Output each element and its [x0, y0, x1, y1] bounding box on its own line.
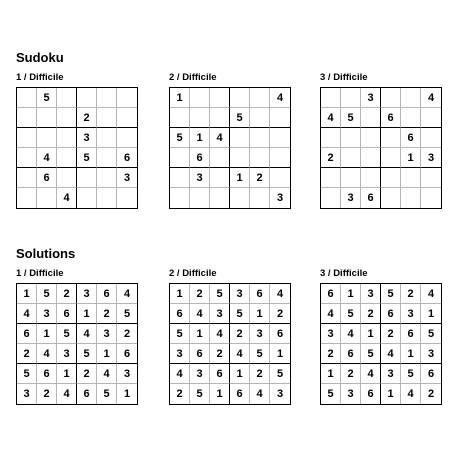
sudoku-cell[interactable]: 3 [361, 88, 381, 108]
sudoku-cell[interactable] [117, 188, 137, 208]
sudoku-cell[interactable] [321, 188, 341, 208]
sudoku-cell[interactable] [250, 108, 270, 128]
sudoku-cell: 6 [117, 344, 137, 364]
puzzle-1-grid [16, 87, 138, 209]
sudoku-cell[interactable] [401, 108, 421, 128]
sudoku-cell: 1 [270, 344, 290, 364]
sudoku-cell: 2 [77, 364, 97, 384]
sudoku-cell[interactable] [57, 148, 77, 168]
sudoku-cell[interactable] [321, 88, 341, 108]
sudoku-cell: 3 [117, 364, 137, 384]
sudoku-cell[interactable]: 3 [341, 188, 361, 208]
sudoku-cell[interactable] [190, 88, 210, 108]
sudoku-cell[interactable] [230, 128, 250, 148]
sudoku-cell: 3 [17, 384, 37, 404]
sudoku-cell: 4 [230, 344, 250, 364]
sudoku-cell: 6 [190, 344, 210, 364]
sudoku-cell: 5 [421, 324, 441, 344]
puzzle-2-grid [169, 87, 291, 209]
sudoku-cell: 3 [77, 284, 97, 304]
sudoku-cell[interactable] [421, 168, 441, 188]
sudoku-cell[interactable]: 6 [117, 148, 137, 168]
sudoku-cell[interactable] [17, 108, 37, 128]
sudoku-cell: 2 [270, 304, 290, 324]
sudoku-cell: 2 [427, 388, 435, 400]
sudoku-cell[interactable] [97, 148, 117, 168]
solution-1-grid [16, 283, 138, 405]
sudoku-cell: 1 [123, 388, 131, 400]
sudoku-cell: 6 [361, 384, 381, 404]
sudoku-cell: 5 [17, 364, 37, 384]
sudoku-cell: 1 [230, 364, 250, 384]
sudoku-cell: 4 [190, 304, 210, 324]
sudoku-cell: 3 [250, 324, 270, 344]
sudoku-cell: 6 [421, 364, 441, 384]
sudoku-cell[interactable]: 6 [381, 108, 401, 128]
sudoku-cell: 2 [341, 364, 361, 384]
sudoku-cell[interactable] [77, 88, 97, 108]
sudoku-cell: 1 [321, 364, 341, 384]
sudoku-cell: 2 [361, 304, 381, 324]
sudoku-cell: 6 [381, 304, 401, 324]
sudoku-cell: 2 [230, 324, 250, 344]
sudoku-cell: 5 [77, 344, 97, 364]
sudoku-cell: 1 [250, 304, 270, 324]
sudoku-cell[interactable] [97, 168, 117, 188]
sudoku-cell[interactable]: 2 [250, 168, 270, 188]
sudoku-cell[interactable]: 3 [117, 168, 137, 188]
sudoku-cell: 3 [170, 344, 190, 364]
sudoku-cell[interactable] [381, 168, 401, 188]
sudoku-cell: 5 [57, 324, 77, 344]
sudoku-cell: 4 [117, 284, 137, 304]
sudoku-heading: Sudoku [16, 50, 64, 65]
puzzle-1-label: 1 / Difficile [16, 72, 64, 83]
sudoku-cell[interactable]: 2 [77, 108, 97, 128]
sudoku-cell: 5 [190, 384, 210, 404]
sudoku-cell: 2 [170, 384, 190, 404]
sudoku-cell: 4 [77, 324, 97, 344]
sudoku-cell: 3 [190, 364, 210, 384]
sudoku-cell[interactable] [341, 168, 361, 188]
sudoku-cell[interactable]: 3 [190, 168, 210, 188]
sudoku-cell[interactable] [97, 188, 117, 208]
sudoku-cell: 4 [321, 304, 341, 324]
sudoku-cell[interactable] [361, 148, 381, 168]
sudoku-cell: 2 [97, 304, 117, 324]
sudoku-cell: 6 [170, 304, 190, 324]
sudoku-cell: 5 [230, 304, 250, 324]
sudoku-cell[interactable]: 1 [170, 88, 190, 108]
sudoku-cell: 2 [210, 344, 230, 364]
sudoku-cell[interactable]: 4 [210, 128, 230, 148]
sudoku-cell[interactable] [381, 188, 401, 208]
solutions-heading: Solutions [16, 246, 76, 261]
sudoku-cell: 5 [381, 284, 401, 304]
sudoku-cell[interactable]: 2 [321, 148, 341, 168]
sudoku-cell[interactable] [401, 168, 421, 188]
sudoku-cell[interactable] [117, 108, 137, 128]
sudoku-cell[interactable] [250, 188, 270, 208]
sudoku-cell[interactable] [250, 88, 270, 108]
sudoku-cell[interactable] [57, 88, 77, 108]
sudoku-cell: 1 [401, 344, 421, 364]
sudoku-cell: 5 [210, 284, 230, 304]
sudoku-cell: 1 [97, 344, 117, 364]
sudoku-cell: 3 [321, 324, 341, 344]
puzzle-3-label: 3 / Difficile [320, 72, 368, 83]
sudoku-cell[interactable] [321, 168, 341, 188]
sudoku-cell[interactable] [250, 128, 270, 148]
sudoku-cell: 5 [361, 344, 381, 364]
sudoku-cell[interactable]: 5 [77, 148, 97, 168]
sudoku-cell: 1 [421, 304, 441, 324]
sudoku-cell[interactable] [341, 148, 361, 168]
sudoku-cell[interactable]: 6 [37, 168, 57, 188]
sudoku-cell[interactable] [17, 88, 37, 108]
sudoku-cell[interactable] [421, 188, 441, 208]
sudoku-cell[interactable] [321, 128, 341, 148]
sudoku-cell: 3 [97, 324, 117, 344]
sudoku-cell: 5 [97, 384, 117, 404]
sudoku-cell: 6 [270, 324, 290, 344]
sudoku-cell[interactable] [117, 88, 137, 108]
sudoku-cell: 1 [170, 284, 190, 304]
solution-2-grid [169, 283, 291, 405]
sudoku-cell[interactable]: 3 [421, 148, 441, 168]
sudoku-cell[interactable] [361, 128, 381, 148]
sudoku-cell: 6 [321, 284, 341, 304]
sudoku-cell[interactable]: 4 [321, 108, 341, 128]
sudoku-cell: 2 [250, 364, 270, 384]
sudoku-cell[interactable] [270, 128, 290, 148]
sudoku-cell: 1 [341, 284, 361, 304]
sudoku-cell[interactable] [421, 108, 441, 128]
sudoku-cell[interactable] [381, 148, 401, 168]
sudoku-cell[interactable] [77, 188, 97, 208]
sudoku-cell: 6 [401, 324, 421, 344]
sudoku-cell[interactable] [77, 168, 97, 188]
sudoku-cell[interactable]: 4 [57, 188, 77, 208]
sudoku-cell[interactable] [401, 188, 421, 208]
sudoku-cell: 3 [57, 344, 77, 364]
sudoku-cell[interactable]: 5 [341, 108, 361, 128]
sudoku-cell: 6 [77, 384, 97, 404]
sudoku-cell: 1 [37, 324, 57, 344]
sudoku-cell[interactable] [170, 148, 190, 168]
sudoku-cell[interactable] [17, 188, 37, 208]
sudoku-cell[interactable] [341, 128, 361, 148]
sudoku-cell[interactable]: 5 [37, 88, 57, 108]
sudoku-cell[interactable] [270, 148, 290, 168]
sudoku-cell: 2 [17, 344, 37, 364]
sudoku-cell[interactable] [17, 148, 37, 168]
sudoku-cell[interactable] [37, 128, 57, 148]
sudoku-cell: 6 [17, 324, 37, 344]
sudoku-cell[interactable] [170, 108, 190, 128]
sudoku-cell: 3 [341, 384, 361, 404]
sudoku-cell[interactable] [341, 88, 361, 108]
sudoku-cell: 5 [250, 344, 270, 364]
sudoku-cell[interactable]: 1 [190, 128, 210, 148]
sudoku-cell: 5 [170, 324, 190, 344]
sudoku-cell[interactable]: 4 [270, 88, 290, 108]
sudoku-cell[interactable]: 6 [190, 148, 210, 168]
sudoku-cell: 2 [401, 284, 421, 304]
sudoku-cell: 6 [230, 384, 250, 404]
sudoku-cell[interactable] [210, 108, 230, 128]
sudoku-cell: 4 [250, 384, 270, 404]
sudoku-cell: 3 [230, 284, 250, 304]
sudoku-cell[interactable] [17, 168, 37, 188]
sudoku-cell[interactable] [170, 168, 190, 188]
sudoku-cell: 1 [190, 324, 210, 344]
sudoku-cell[interactable] [97, 108, 117, 128]
sudoku-cell[interactable] [401, 88, 421, 108]
sudoku-cell: 5 [321, 384, 341, 404]
sudoku-cell[interactable]: 1 [401, 148, 421, 168]
puzzle-2-label: 2 / Difficile [169, 72, 217, 83]
sudoku-cell[interactable]: 4 [421, 88, 441, 108]
sudoku-cell: 1 [381, 384, 401, 404]
sudoku-cell[interactable] [361, 168, 381, 188]
sudoku-cell[interactable] [190, 108, 210, 128]
sudoku-cell: 3 [381, 364, 401, 384]
sudoku-cell: 3 [361, 284, 381, 304]
sudoku-cell: 6 [210, 364, 230, 384]
sudoku-cell[interactable] [210, 188, 230, 208]
sudoku-cell: 4 [170, 364, 190, 384]
sudoku-cell: 5 [37, 284, 57, 304]
sudoku-cell[interactable] [190, 188, 210, 208]
sudoku-cell[interactable] [57, 168, 77, 188]
sudoku-cell[interactable]: 1 [230, 168, 250, 188]
sudoku-cell[interactable]: 5 [230, 108, 250, 128]
sudoku-cell[interactable] [37, 108, 57, 128]
sudoku-cell[interactable]: 6 [361, 188, 381, 208]
sudoku-cell: 4 [97, 364, 117, 384]
sudoku-cell: 4 [37, 344, 57, 364]
sudoku-cell: 5 [401, 364, 421, 384]
sudoku-cell[interactable] [381, 128, 401, 148]
sudoku-cell[interactable] [250, 148, 270, 168]
sudoku-cell[interactable] [270, 108, 290, 128]
sudoku-cell[interactable] [421, 128, 441, 148]
puzzle-3-grid [320, 87, 442, 209]
sudoku-cell: 3 [276, 388, 284, 400]
sudoku-cell[interactable] [17, 128, 37, 148]
sudoku-cell: 2 [57, 284, 77, 304]
sudoku-cell: 4 [381, 344, 401, 364]
sudoku-cell: 5 [341, 304, 361, 324]
sudoku-cell: 4 [210, 324, 230, 344]
sudoku-cell: 1 [77, 304, 97, 324]
sudoku-cell: 1 [210, 384, 230, 404]
sudoku-cell[interactable]: 6 [401, 128, 421, 148]
sudoku-cell[interactable] [117, 128, 137, 148]
sudoku-cell: 6 [57, 304, 77, 324]
sudoku-cell: 4 [421, 284, 441, 304]
sudoku-cell: 2 [117, 324, 137, 344]
sudoku-cell: 6 [37, 364, 57, 384]
sudoku-cell: 4 [401, 384, 421, 404]
sudoku-cell: 4 [361, 364, 381, 384]
sudoku-cell: 4 [17, 304, 37, 324]
sudoku-cell: 5 [117, 304, 137, 324]
sudoku-cell[interactable] [210, 148, 230, 168]
sudoku-cell: 2 [37, 384, 57, 404]
solution-2-label: 2 / Difficile [169, 268, 217, 279]
sudoku-cell: 4 [57, 384, 77, 404]
solution-1-label: 1 / Difficile [16, 268, 64, 279]
sudoku-cell[interactable] [97, 88, 117, 108]
sudoku-cell: 6 [97, 284, 117, 304]
sudoku-cell[interactable] [210, 168, 230, 188]
sudoku-cell[interactable] [361, 108, 381, 128]
sudoku-cell[interactable] [210, 88, 230, 108]
sudoku-cell: 5 [270, 364, 290, 384]
sudoku-cell[interactable] [230, 188, 250, 208]
sudoku-cell: 4 [270, 284, 290, 304]
sudoku-cell[interactable] [57, 108, 77, 128]
solution-3-grid [320, 283, 442, 405]
sudoku-cell: 3 [401, 304, 421, 324]
sudoku-cell[interactable] [57, 128, 77, 148]
sudoku-cell: 2 [190, 284, 210, 304]
solution-3-label: 3 / Difficile [320, 268, 368, 279]
sudoku-cell: 3 [37, 304, 57, 324]
sudoku-cell[interactable] [97, 128, 117, 148]
sudoku-cell[interactable]: 5 [170, 128, 190, 148]
sudoku-cell: 3 [210, 304, 230, 324]
sudoku-cell: 2 [321, 344, 341, 364]
sudoku-cell: 1 [361, 324, 381, 344]
sudoku-cell: 3 [421, 344, 441, 364]
sudoku-cell: 4 [341, 324, 361, 344]
sudoku-cell[interactable] [230, 88, 250, 108]
sudoku-cell[interactable]: 3 [77, 128, 97, 148]
sudoku-cell[interactable] [270, 168, 290, 188]
sudoku-cell[interactable] [230, 148, 250, 168]
sudoku-cell: 1 [17, 284, 37, 304]
sudoku-cell: 2 [381, 324, 401, 344]
sudoku-cell: 6 [341, 344, 361, 364]
sudoku-cell: 6 [250, 284, 270, 304]
sudoku-cell[interactable]: 3 [276, 192, 284, 204]
sudoku-cell[interactable] [381, 88, 401, 108]
sudoku-cell: 1 [57, 364, 77, 384]
sudoku-cell[interactable]: 4 [37, 148, 57, 168]
sudoku-cell[interactable] [170, 188, 190, 208]
sudoku-cell[interactable] [37, 188, 57, 208]
